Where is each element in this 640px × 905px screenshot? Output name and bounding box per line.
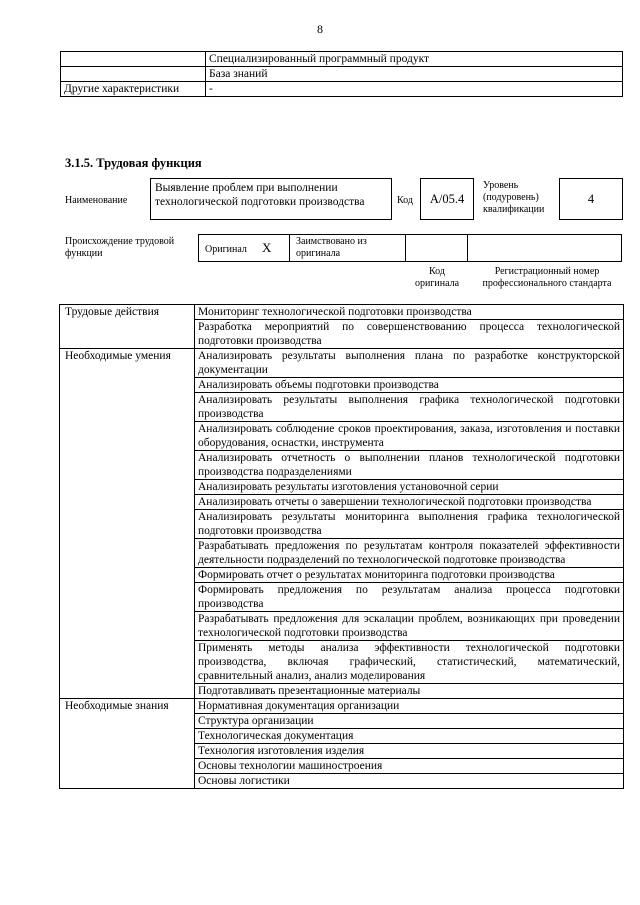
row-value: Специализированный программный продукт [206, 52, 623, 67]
skill-item: Анализировать объемы подготовки производства [195, 378, 624, 393]
name-label: Наименование [65, 195, 128, 206]
table-row [60, 699, 624, 714]
top-table [60, 51, 623, 97]
divider [405, 235, 406, 261]
skill-item: Анализировать результаты выполнения плана по разработке конструкторской документации [195, 349, 624, 378]
knowledge-item: Нормативная документация организации [195, 699, 624, 714]
code-label: Код [397, 195, 413, 206]
table-row [60, 349, 624, 378]
row-value: - [206, 82, 623, 97]
reg-caption: Регистрационный номер профессионального стандарта [482, 266, 612, 289]
original-label: Оригинал [205, 244, 247, 255]
main-table [59, 304, 624, 789]
divider [467, 235, 468, 261]
skill-item: Анализировать результаты выполнения графика технологической подготовки производства [195, 393, 624, 422]
table-row [61, 82, 623, 97]
skill-item: Анализировать соблюдение сроков проектирования, заказа, изготовления и поставки оборудования, оснастки, инструмента [195, 422, 624, 451]
action-item: Разработка мероприятий по совершенствованию процесса технологической подготовки производства [195, 320, 624, 349]
knowledge-item: Основы логистики [195, 774, 624, 789]
skill-item: Разрабатывать предложения по результатам контроля показателей эффективности деятельности подразделений по технологической подготовке производства [195, 539, 624, 568]
knowledge-item: Технология изготовления изделия [195, 744, 624, 759]
skill-item: Формировать предложения по результатам анализа процесса подготовки производства [195, 583, 624, 612]
knowledge-item: Основы технологии машиностроения [195, 759, 624, 774]
skill-item: Анализировать отчетность о выполнении планов технологической подготовки производства подразделениями [195, 451, 624, 480]
section-title: 3.1.5. Трудовая функция [65, 156, 202, 170]
name-value: Выявление проблем при выполнении технологической подготовки производства [150, 178, 392, 220]
table-row [61, 52, 623, 67]
skills-label: Необходимые умения [60, 349, 195, 699]
original-mark: X [262, 240, 272, 255]
divider [289, 235, 290, 261]
row-label [61, 67, 206, 82]
row-value: База знаний [206, 67, 623, 82]
knowledge-label: Необходимые знания [60, 699, 195, 789]
knowledge-item: Структура организации [195, 714, 624, 729]
level-value: 4 [559, 178, 623, 220]
row-label [61, 52, 206, 67]
table-row [61, 67, 623, 82]
skill-item: Разрабатывать предложения для эскалации проблем, возникающих при проведении технологической подготовки производства [195, 612, 624, 641]
actions-label: Трудовые действия [60, 305, 195, 349]
table-row [60, 305, 624, 320]
code-value: А/05.4 [420, 178, 474, 220]
skill-item: Анализировать результаты изготовления установочной серии [195, 480, 624, 495]
page-number: 8 [317, 22, 323, 36]
knowledge-item: Технологическая документация [195, 729, 624, 744]
origin-label: Происхождение трудовой функции [65, 236, 175, 259]
row-label: Другие характеристики [61, 82, 206, 97]
action-item: Мониторинг технологической подготовки производства [195, 305, 624, 320]
skill-item: Подготавливать презентационные материалы [195, 684, 624, 699]
skill-item: Применять методы анализа эффективности технологической подготовки производства, включая графический, статистический, математический, сравнительный анализ, анализ моделирования [195, 641, 624, 684]
level-label: Уровень (подуровень) квалификации [483, 180, 545, 215]
skill-item: Анализировать результаты мониторинга выполнения графика технологической подготовки производства [195, 510, 624, 539]
code-caption: Код оригинала [414, 266, 460, 289]
skill-item: Формировать отчет о результатах мониторинга подготовки производства [195, 568, 624, 583]
borrowed-label: Заимствовано из оригинала [296, 236, 367, 259]
skill-item: Анализировать отчеты о завершении технологической подготовки производства [195, 495, 624, 510]
